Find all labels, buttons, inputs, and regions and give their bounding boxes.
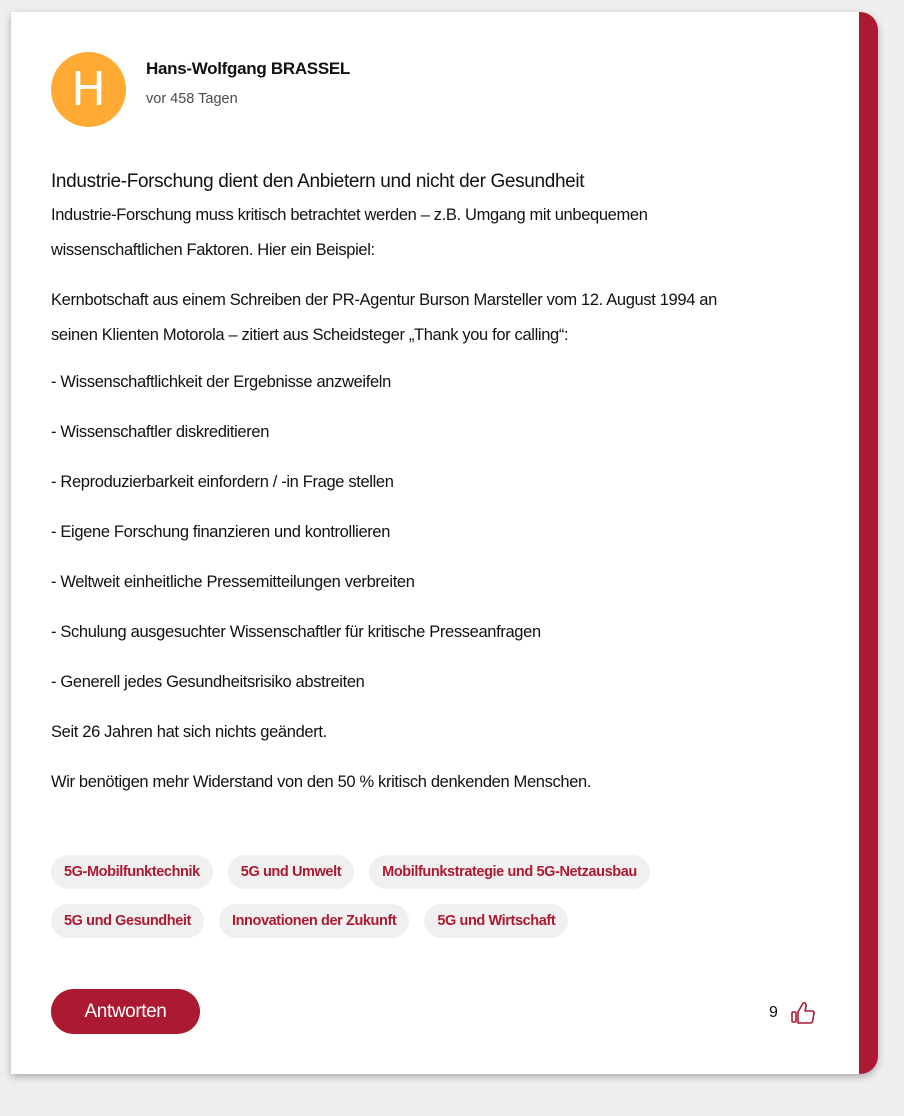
tag-5g-und-wirtschaft[interactable]: 5G und Wirtschaft: [424, 904, 568, 938]
list-item: - Weltweit einheitliche Pressemitteilungen verbreiten: [51, 573, 415, 591]
list-item: - Generell jedes Gesundheitsrisiko abstreiten: [51, 673, 365, 691]
comment-card: [11, 12, 878, 1074]
list-item: - Eigene Forschung finanzieren und kontrollieren: [51, 523, 391, 541]
tag-row: [51, 855, 751, 889]
tag-innovationen-der-zukunft[interactable]: Innovationen der Zukunft: [219, 904, 409, 938]
paragraph-2-line-1: Kernbotschaft aus einem Schreiben der PR-Agentur Burson Marsteller vom 12. August 1994 an: [51, 291, 717, 309]
tag-row: [51, 904, 751, 938]
list-item: - Schulung ausgesuchter Wissenschaftler für kritische Presseanfragen: [51, 623, 541, 641]
paragraph-1-line-2: wissenschaftlichen Faktoren. Hier ein Beispiel:: [51, 241, 375, 259]
paragraph-1-line-1: Industrie-Forschung muss kritisch betrachtet werden – z.B. Umgang mit unbequemen: [51, 206, 648, 224]
avatar: H: [51, 52, 126, 127]
list-item: - Reproduzierbarkeit einfordern / -in Frage stellen: [51, 473, 394, 491]
list-item: - Wissenschaftler diskreditieren: [51, 423, 270, 441]
tag-5g-und-gesundheit[interactable]: 5G und Gesundheit: [51, 904, 204, 938]
tag-mobilfunkstrategie[interactable]: Mobilfunkstrategie und 5G-Netzausbau: [369, 855, 650, 889]
tag-list: [51, 855, 751, 953]
closing-line-1: Seit 26 Jahren hat sich nichts geändert.: [51, 723, 327, 741]
paragraph-1: [51, 198, 841, 268]
reply-button[interactable]: Antworten: [51, 989, 200, 1034]
comment-content: [51, 170, 841, 792]
like-count: 9: [769, 1004, 778, 1021]
timestamp: vor 458 Tagen: [146, 91, 238, 107]
author-name: Hans-Wolfgang BRASSEL: [146, 59, 351, 78]
paragraph-2-line-2: seinen Klienten Motorola – zitiert aus Scheidsteger „Thank you for calling“:: [51, 326, 569, 344]
closing-line-2: Wir benötigen mehr Widerstand von den 50 % kritisch denkenden Menschen.: [51, 773, 592, 791]
tag-5g-mobilfunktechnik[interactable]: 5G-Mobilfunktechnik: [51, 855, 213, 889]
comment-title: Industrie-Forschung dient den Anbietern und nicht der Gesundheit: [51, 171, 585, 192]
like-section: [769, 1000, 816, 1026]
thumbs-up-icon[interactable]: [790, 1000, 816, 1026]
paragraph-2: [51, 283, 841, 353]
list-item: - Wissenschaftlichkeit der Ergebnisse anzweifeln: [51, 373, 391, 391]
tag-5g-und-umwelt[interactable]: 5G und Umwelt: [228, 855, 354, 889]
comment-card-body: [11, 12, 859, 1074]
